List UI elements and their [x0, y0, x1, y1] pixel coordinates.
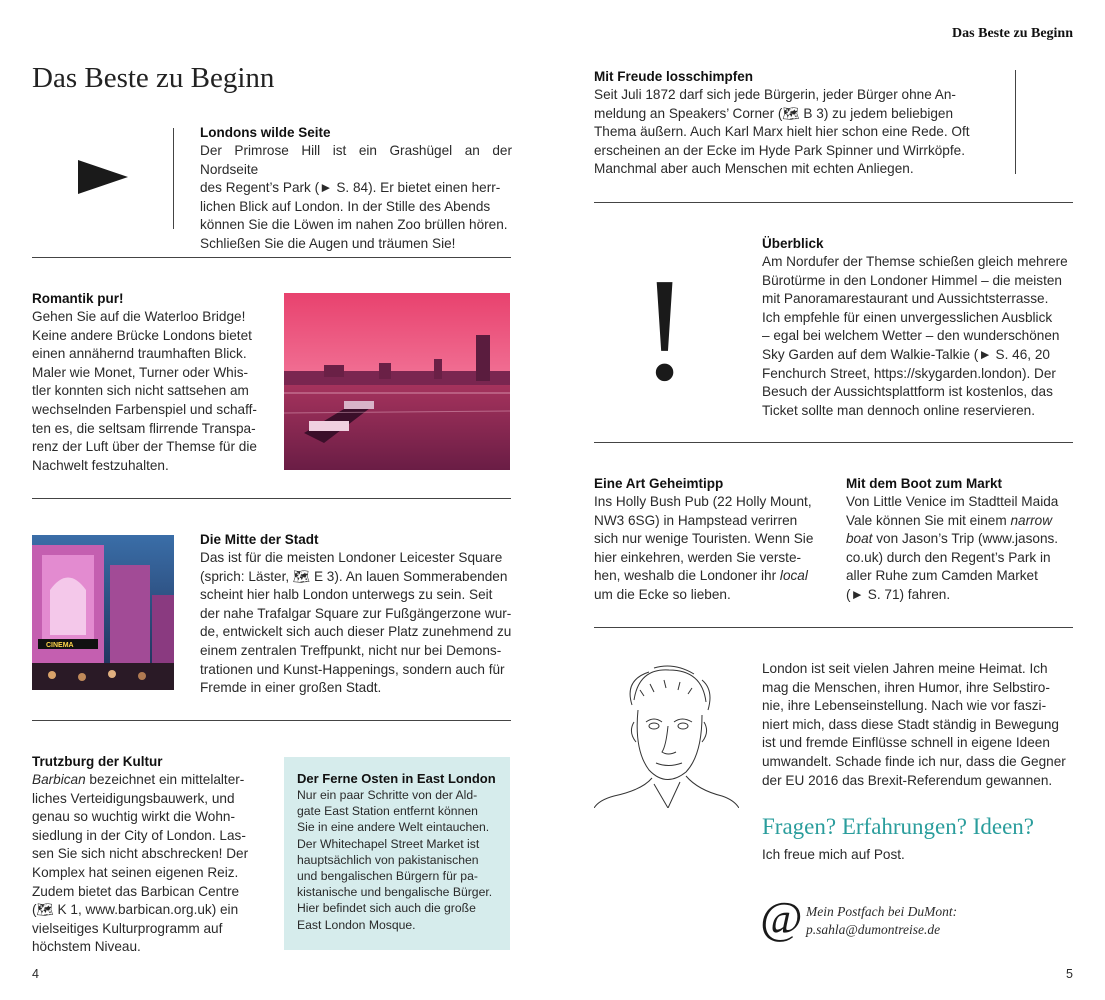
section-ueberblick: [762, 235, 1074, 420]
waterloo-bridge-photo: [284, 293, 510, 470]
author-portrait: [594, 660, 739, 808]
postfach-label: Mein Postfach bei DuMont:: [806, 904, 958, 919]
section-freude: [594, 68, 994, 179]
running-head: Das Beste zu Beginn: [952, 26, 1073, 41]
email-address[interactable]: p.sahla@dumontreise.de: [806, 922, 941, 937]
section-title: Überblick: [762, 236, 824, 251]
section-wilde-seite: [200, 124, 512, 254]
section-mitte: [200, 531, 512, 698]
author-text: [762, 660, 1074, 790]
page-number-left: 4: [32, 967, 39, 981]
exclamation-mark: !: [640, 248, 690, 412]
cinema-sign: CINEMA: [46, 642, 74, 649]
divider: [594, 202, 1073, 203]
section-text: Seit Juli 1872 darf sich jede Bürgerin, jeder Bürger ohne An- meldung an Speakers’ Corner (🗺 B 3) zu jedem beliebigen Thema äußern. Auch Karl Marx hielt hier schon eine Rede. Oft erscheinen an der Ecke im Hyde Park Spinner und Wirrköpfe. Manchmal aber auch Menschen mit echten Anliegen.: [594, 87, 970, 177]
section-title: Die Mitte der Stadt: [200, 532, 319, 547]
leicester-square-photo: [32, 535, 174, 690]
contact-heading: Fragen? Erfahrungen? Ideen?: [762, 814, 1035, 839]
section-title: Mit dem Boot zum Markt: [846, 476, 1003, 491]
section-text: Ins Holly Bush Pub (22 Holly Mount, NW3 6SG) in Hampstead verirren sich nur wenige Touristen. Wenn Sie hier einkehren, werden Sie verste- hen, weshalb die Londoner ihr local um die Ecke so lieben.: [594, 494, 814, 602]
section-title: Trutzburg der Kultur: [32, 754, 163, 769]
page-title: Das Beste zu Beginn: [32, 62, 275, 94]
section-osten-box: [284, 757, 510, 950]
section-romantik: [32, 290, 260, 475]
section-geheimtipp: [594, 475, 824, 605]
at-sign-icon: @: [760, 892, 803, 943]
section-title: Romantik pur!: [32, 291, 124, 306]
divider: [32, 720, 511, 721]
section-title: Der Ferne Osten in East London: [297, 771, 496, 786]
section-text: Am Nordufer der Themse schießen gleich mehrere Bürotürme in den Londoner Himmel – die meisten mit Panoramarestaurant und Aussichtsterrasse. Ich empfehle für einen unvergesslichen Ausblick – egal bei welchem Wetter – den wunderschönen Sky Garden auf dem Walkie-Talkie (► S. 46, 20 Fenchurch Street, https://skygarden.london). Der Besuch der Aussichtsplattform ist kostenlos, das Ticket sollte man dennoch online reservieren.: [762, 254, 1068, 418]
section-text: London ist seit vielen Jahren meine Heimat. Ich mag die Menschen, ihren Humor, ihre Selbstiro- nie, ihre Lebenseinstellung. Nach wie vor faszi- niert mich, dass diese Stadt ständig in Bewegung ist und fremde Einflüsse schnell in eigene Ideen umwandelt. Schade finde ich nur, dass die Gegner der EU 2016 das Brexit-Referendum gewannen.: [762, 661, 1066, 788]
postfach-block: [806, 903, 957, 939]
section-text: Das ist für die meisten Londoner Leicester Square (sprich: Läster, 🗺 E 3). An lauen Sommerabenden scheint hier halb London unterwegs zu sein. Seit der nahe Trafalgar Square zur Fußgängerzone wur- de, entwickelt sich auch dieser Platz zunehmend zu einem zentralen Treffpunkt, nicht nur bei Demons- trationen und Kunst-Happenings, sondern auch für Fremde in einer großen Stadt.: [200, 550, 512, 696]
section-title: Mit Freude losschimpfen: [594, 69, 754, 84]
section-text: Nur ein paar Schritte von der Ald- gate East Station entfernt können Sie in eine andere Welt eintauchen. Der Whitechapel Street Market ist hauptsächlich von pakistanischen und bengalischen Bürgern für pa- kistanische und bengalische Bürger. Hier befindet sich auch die große East London Mosque.: [297, 788, 493, 932]
section-text: Von Little Venice im Stadtteil Maida Vale können Sie mit einem narrow boat von Jason’s Trip (www.jasons. co.uk) durch den Regent’s Park in aller Ruhe zum Camden Market (► S. 71) fahren.: [846, 494, 1059, 602]
divider: [32, 498, 511, 499]
section-kultur: [32, 753, 260, 957]
section-text: Barbican bezeichnet ein mittelalter- liches Verteidigungsbauwerk, und genau so wuchtig wirkt die Wohn- siedlung in der City of London. Las- sen Sie sich nicht abschrecken! Der Komplex hat seinen eigenen Reiz. Zudem bietet das Barbican Centre (🗺 K 1, www.barbican.org.uk) ein vielseitiges Kulturprogramm auf höchstem Niveau.: [32, 772, 249, 955]
divider: [594, 627, 1073, 628]
section-title: Londons wilde Seite: [200, 125, 331, 140]
divider: [594, 442, 1073, 443]
contact-subline: Ich freue mich auf Post.: [762, 847, 905, 862]
section-text: Gehen Sie auf die Waterloo Bridge! Keine andere Brücke Londons bietet einen annähernd traumhaften Blick. Maler wie Monet, Turner oder Whis- tler konnten sich nicht sattsehen am wechselnden Farbenspiel und schaff- ten es, die seltsam flirrende Transpa- renz der Luft über der Themse für die Nachwelt festzuhalten.: [32, 309, 257, 473]
divider: [32, 257, 511, 258]
section-title: Eine Art Geheimtipp: [594, 476, 724, 491]
arrow-pointer-icon: [78, 160, 128, 199]
section-boot: [846, 475, 1074, 605]
section-text: Der Primrose Hill ist ein Grashügel an der Nordseite des Regent’s Park (► S. 84). Er bietet einen herr- lichen Blick auf London. In der Stille des Abends können Sie die Löwen im nahen Zoo brüllen hören. Schließen Sie die Augen und träumen Sie!: [200, 143, 512, 251]
divider: [173, 128, 174, 229]
page-number-right: 5: [1066, 967, 1073, 981]
divider: [1015, 70, 1016, 174]
